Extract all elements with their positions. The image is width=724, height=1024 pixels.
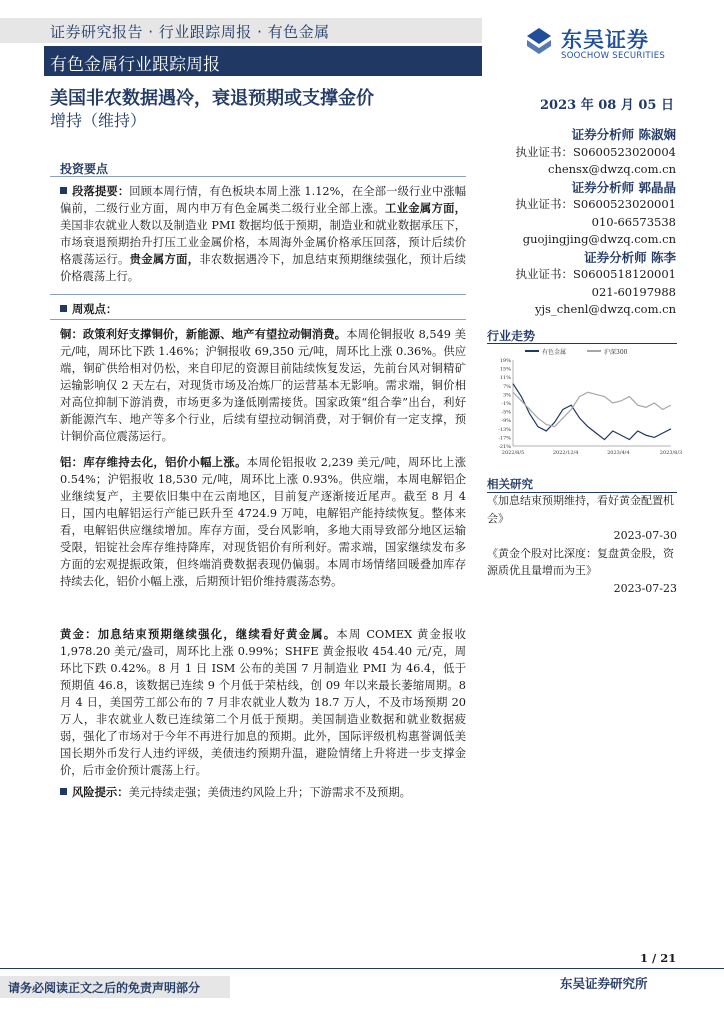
summary-label-3: 贵金属方面， [129,252,200,266]
x-tick-label: 2023/4/4 [607,450,630,456]
page-number: 1 / 21 [640,951,677,965]
related-item-title[interactable]: 《黄金个股对比深度：复盘黄金股，资源质优且量增而为王》 [487,546,674,577]
related-title: 相关研究 [487,477,533,491]
divider [50,176,466,177]
disclaimer: 请务必阅读正文之后的免责声明部分 [8,981,201,995]
summary-label-2: 工业金属方面， [385,201,466,215]
bullet-icon [60,788,67,795]
summary-text-3: 非农数据遇冷下，加息结束预期继续强化，预计后续价格震荡上行。 [60,253,466,283]
rating: 增持（维持） [50,111,147,130]
copper-text: 本周伦铜报收 8,549 美元/吨，周环比下跌 1.46%；沪铜报收 69,350 元/吨，周环比上涨 0.36%。供应端，铜矿供给相对仍松，来自印尼的资源目前陆续恢复发运，先前台风对铜精矿运输影响仅 2 天左右，对现货市场及冶炼厂的运营基本无影响。需求端，铜价相对高位抑制下游消费，市场更多为逢低刚需接货。国家政策“组合拳”出台，利好新能源汽车、地产等多个行业，后续有望拉动铜消费，对于铜价有一定支撑，预计铜价高位震荡运行。 [60,328,466,443]
chart-title: 行业走势 [487,329,536,343]
y-tick-label: 7% [503,383,511,390]
series-line-csi300 [513,392,671,426]
analyst-line: 执业证书：S0600518120001 [515,267,676,281]
summary-label: 段落提要： [72,184,130,198]
copper-label: 铜：政策利好支撑铜价，新能源、地产有望拉动铜消费。 [60,327,347,341]
company-logo [525,24,705,64]
gold-text: 本周 COMEX 黄金报收 1,978.20 美元/盎司，周环比上涨 0.99%；SHFE 黄金报收 454.40 元/克，周环比下跌 0.42%。8 月 1 日 ISM 公布的美国 7 月制造业 PMI 为 46.4，低于预期值 46.8，该数据已连续 9 个月低于荣枯线，创 09 年以来最长萎缩周期。8 月 4 日，美国劳工部公布的 7 月非农就业人数为 18.7 万人，不及市场预期 20 万人，非农就业人数已连续第二个月低于预期。美国制造业数据和就业数据疲弱，强化了市场对于今年不再进行加息的预期。此外，国际评级机构惠誉调低美国长期外币发行人违约评级，美债违约预期升温，避险情绪上升将进一步支撑金价，后市金价预计震荡上行。 [60,628,466,777]
analyst-role: 证券分析师 郭晶晶 [571,179,676,195]
weekly-title-text: 周观点： [72,302,118,316]
y-tick-label: -9% [501,418,511,425]
related-item-date: 2023-07-30 [613,529,677,542]
summary-paragraph [60,183,466,285]
x-tick-label: 2023/8/3 [659,450,683,456]
y-tick-label: -21% [498,444,511,450]
x-tick-label: 2022/12/4 [552,450,579,456]
legend-label-b: 沪深300 [604,349,628,356]
headline: 美国非农数据遇冷，衰退预期或支撑金价 [50,88,374,109]
y-tick-label: -17% [498,435,511,442]
aluminum-label: 铝：库存维持去化，铝价小幅上涨。 [60,455,247,469]
analyst-line: chensx@dwzq.com.cn [548,162,676,176]
x-tick-label: 2022/8/5 [501,450,525,456]
risk-label: 风险提示： [72,785,129,799]
disclaimer-bar [0,976,230,998]
gold-paragraph [60,626,466,779]
weekly-title [60,301,466,318]
bullet-icon [60,305,67,312]
related-list [487,492,677,597]
institute-name: 东吴证券研究所 [560,976,648,991]
analyst-role: 证券分析师 陈李 [584,249,676,265]
aluminum-paragraph [60,454,466,590]
y-tick-label: 3% [503,392,511,399]
divider [50,294,466,295]
footer-divider [0,968,724,969]
related-item-title[interactable]: 《加息结束预期维持，看好黄金配置机会》 [487,494,674,525]
y-tick-label: 11% [499,375,511,382]
analyst-line: yjs_chenl@dwzq.com.cn [534,302,676,316]
logo-mark-icon [525,26,553,56]
investment-title: 投资要点 [60,162,109,176]
summary-text: 回顾本周行情，有色板块本周上涨 1.12%，在全部一级行业中涨幅偏前，二级行业方面，周内申万有色金属类二级行业全部上涨。 [60,185,466,215]
aluminum-text: 本周伦铝报收 2,239 美元/吨，周环比上涨 0.54%；沪铝报收 18,530 元/吨，周环比上涨 0.93%。供应端，本周电解铝企业继续复产，主要依旧集中在云南地区，目前复产逐渐接近尾声。截至 8 月 4 日，国内电解铝运行产能已跃升至 4724.9 万吨，电解铝产能持续恢复。整体来看，电解铝供应继续增加。库存方面，受台风影响，多地大雨导致部分地区运输受限，铝锭社会库存维持降库，对现货铝价有所利好。需求端，国家继续发布多方面的宏观提振政策，但终端消费数据表现仍偏弱。本周市场情绪回暖叠加库存持续去化，铝价小幅上涨，后期预计铝价维持震荡态势。 [60,456,466,588]
analyst-block [500,126,676,319]
logo-cn: 东吴证券 [561,28,649,52]
y-tick-label: -5% [501,409,511,416]
copper-paragraph [60,326,466,445]
report-date: 2023 年 08 月 05 日 [540,98,674,113]
series-line-nonferrous [513,384,671,440]
chart-axis [513,360,671,446]
trend-chart [487,342,683,462]
y-tick-label: -1% [501,401,511,407]
analyst-line: 021-60197988 [591,284,676,299]
risk-paragraph [60,784,466,801]
analyst-line: 执业证书：S0600523020004 [515,144,676,159]
analyst-line: guojingjing@dwzq.com.cn [522,232,676,246]
report-type-bar [44,46,482,76]
y-tick-label: 15% [499,366,511,373]
breadcrumb: 证券研究报告 · 行业跟踪周报 · 有色金属 [50,23,330,41]
gold-label: 黄金：加息结束预期继续强化，继续看好黄金属。 [60,627,337,641]
legend-label-a: 有色金属 [542,349,567,356]
analyst-line: 010-66573538 [591,214,676,229]
risk-text: 美元持续走强；美债违约风险上升；下游需求不及预期。 [128,786,411,799]
y-tick-label: -13% [498,426,511,433]
report-type: 有色金属行业跟踪周报 [50,55,220,75]
divider [50,319,466,320]
related-item-date: 2023-07-23 [613,581,677,595]
analyst-role: 证券分析师 陈淑娴 [571,127,676,142]
y-tick-label: 19% [499,358,511,364]
breadcrumb-bar [0,18,482,43]
analyst-line: 执业证书：S0600523020001 [515,197,676,211]
summary-text-2: 美国非农就业人数以及制造业 PMI 数据均低于预期，制造业和就业数据承压下，市场衰退预期抬升打压工业金属价格，本周海外金属价格承压回落，预计后续价格震荡运行。 [60,219,466,266]
bullet-icon [60,187,67,194]
logo-en: SOOCHOW SECURITIES [561,51,666,61]
